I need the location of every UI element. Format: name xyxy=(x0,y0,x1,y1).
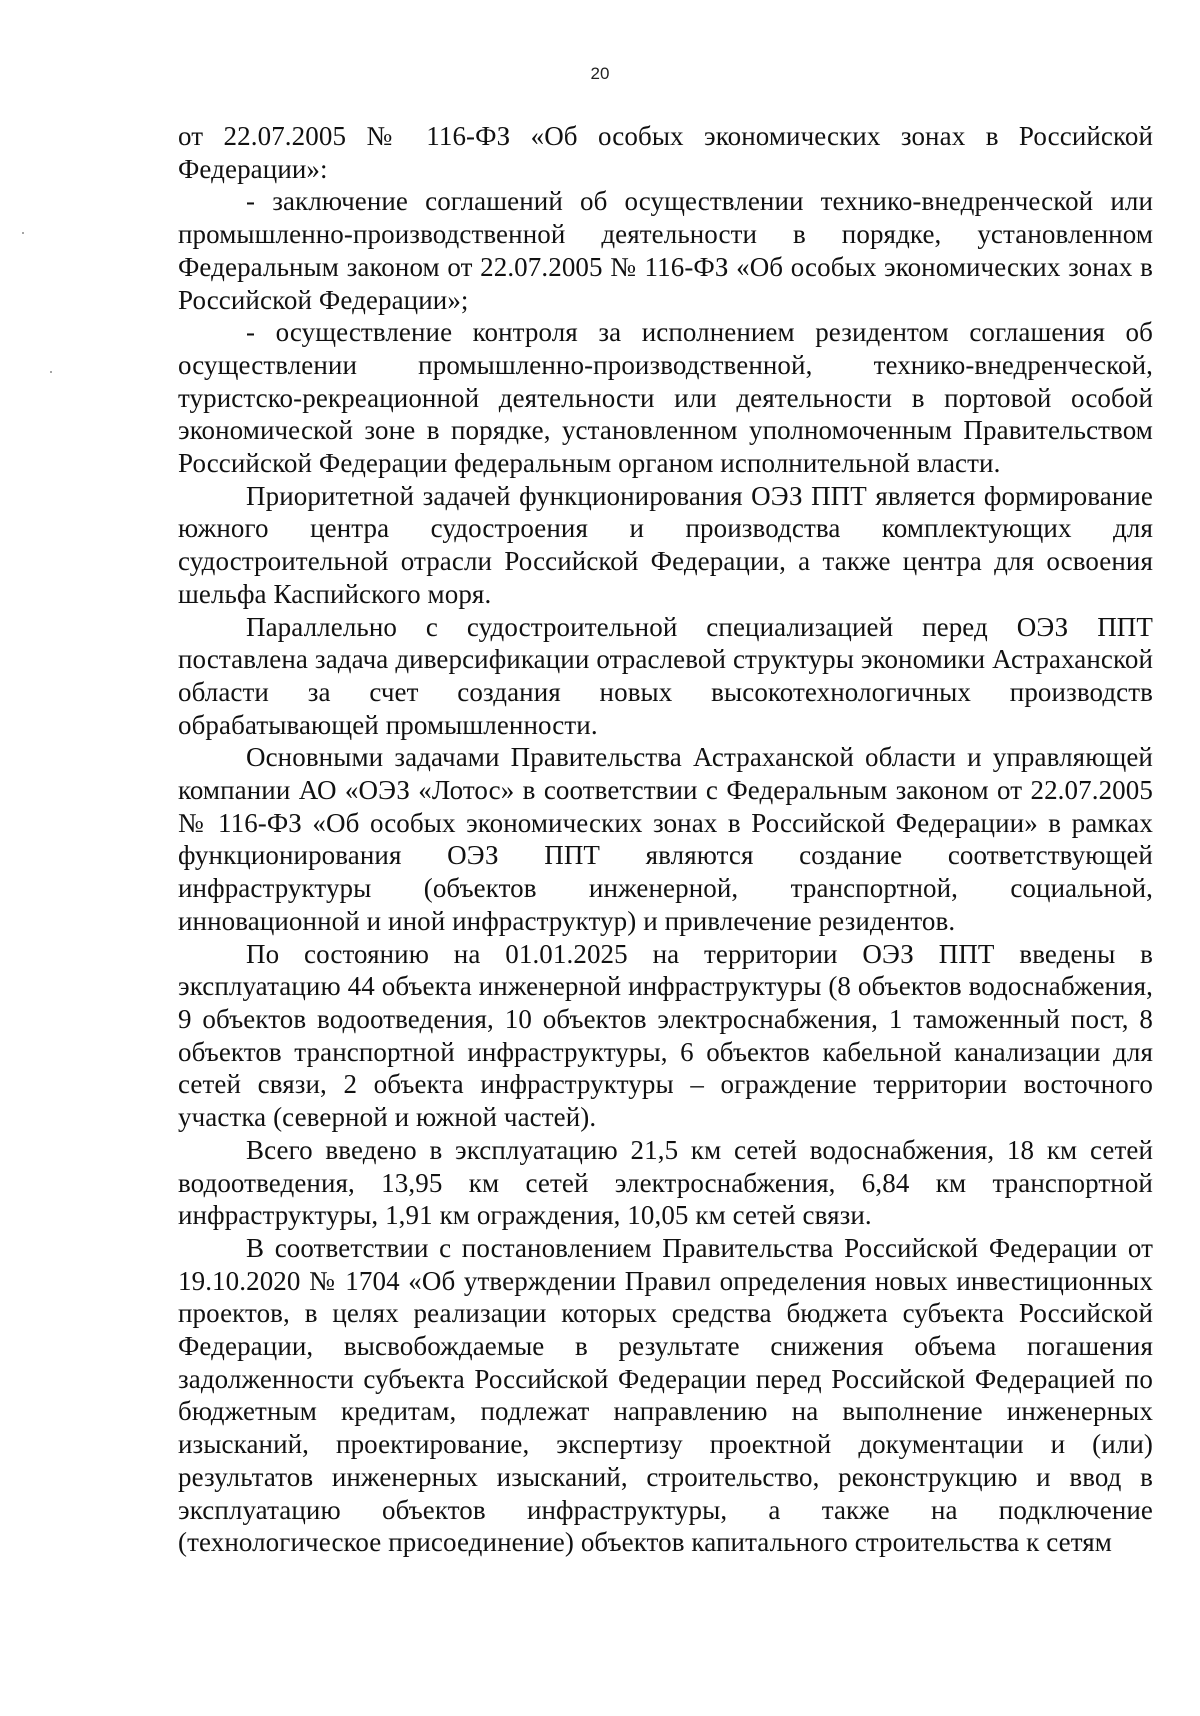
paragraph-continuation: от 22.07.2005 № 116-ФЗ «Об особых экономических зонах в Российской Федерации»: xyxy=(178,121,1153,184)
paragraph-bullet-control: - осуществление контроля за исполнением резидентом соглашения об осуществлении промышленно-производственной, технико-внедренческой, туристско-рекреационной деятельности или деятельности в портовой особой экономической зоне в порядке, установленном уполномоченным Правительством Российской Федерации федеральным органом исполнительной власти. xyxy=(178,317,1153,479)
paragraph-priority-task: Приоритетной задачей функционирования ОЭЗ ППТ является формирование южного центра судостроения и производства комплектующих для судостроительной отрасли Российской Федерации, а также центра для освоения шельфа Каспийского моря. xyxy=(178,480,1153,609)
paragraph-bullet-agreements: - заключение соглашений об осуществлении технико-внедренческой или промышленно-производственной деятельности в порядке, установленном Федеральным законом от 22.07.2005 № 116-ФЗ «Об особых экономических зонах в Российской Федерации»; xyxy=(178,186,1153,315)
paragraph-infrastructure-status: По состоянию на 01.01.2025 на территории ОЭЗ ППТ введены в эксплуатацию 44 объекта инженерной инфраструктуры (8 объектов водоснабжения, 9 объектов водоотведения, 10 объектов электроснабжения, 1 таможенный пост, 8 объектов транспортной инфраструктуры, 6 объектов кабельной канализации для сетей связи, 2 объекта инфраструктуры – ограждение территории восточного участка (северной и южной частей). xyxy=(178,938,1153,1133)
scan-speck xyxy=(50,371,52,373)
page-number: 20 xyxy=(590,64,610,83)
paragraph-government-resolution: В соответствии с постановлением Правительства Российской Федерации от 19.10.2020 № 1704 «Об утверждении Правил определения новых инвестиционных проектов, в целях реализации которых средства бюджета субъекта Российской Федерации, высвобождаемые в результате снижения объема погашения задолженности субъекта Российской Федерации перед Российской Федерацией по бюджетным кредитам, подлежат направлению на выполнение инженерных изысканий, проектирование, экспертизу проектной документации и (или) результатов инженерных изысканий, строительство, реконструкцию и ввод в эксплуатацию объектов инфраструктуры, а также на подключение (технологическое присоединение) объектов капитального строительства к сетям xyxy=(178,1232,1153,1558)
paragraph-diversification: Параллельно с судостроительной специализацией перед ОЭЗ ППТ поставлена задача диверсификации отраслевой структуры экономики Астраханской области за счет создания новых высокотехнологичных производств обрабатывающей промышленности. xyxy=(178,611,1153,740)
paragraph-networks-totals: Всего введено в эксплуатацию 21,5 км сетей водоснабжения, 18 км сетей водоотведения, 13,95 км сетей электроснабжения, 6,84 км транспортной инфраструктуры, 1,91 км ограждения, 10,05 км сетей связи. xyxy=(178,1134,1153,1231)
paragraph-main-tasks: Основными задачами Правительства Астраханской области и управляющей компании АО «ОЭЗ «Лотос» в соответствии с Федеральным законом от 22.07.2005 № 116-ФЗ «Об особых экономических зонах в Российской Федерации» в рамках функционирования ОЭЗ ППТ являются создание соответствующей инфраструктуры (объектов инженерной, транспортной, социальной, инновационной и иной инфраструктур) и привлечение резидентов. xyxy=(178,742,1153,936)
scan-speck xyxy=(22,232,24,234)
document-body xyxy=(178,120,1153,1559)
